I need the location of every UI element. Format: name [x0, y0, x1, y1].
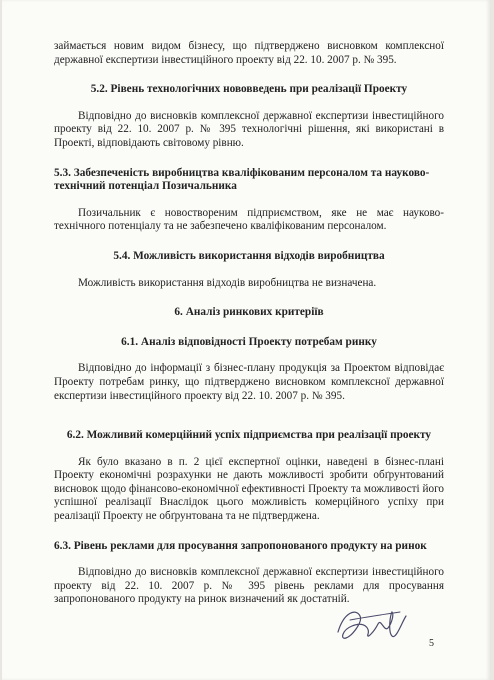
heading-5-4: 5.4. Можливість використання відходів виробництва [113, 249, 385, 262]
heading-5-3: 5.3. Забезпеченість виробництва кваліфікованим персоналом та науково-технічний потенціал Позичальника [54, 166, 430, 193]
paragraph-5-3: Позичальник є новоствореним підприємством, яке не має науково-технічного потенціалу та не забезпечено кваліфікованим персоналом. [54, 206, 444, 233]
paragraph-6-3: Відповідно до висновків комплексної державної експертизи інвестиційного проекту від 22. 10. 2007 р. № 395 рівень реклами для просування запропонованого продукту на ринок визначений як достатній. [54, 566, 444, 606]
heading-6-2: 6.2. Можливий комерційний успіх підприємства при реалізації проекту [66, 429, 432, 442]
paragraph-5-2: Відповідно до висновків комплексної державної експертизи інвестиційного проекту від 22. 10. 2007 р. № 395 технологічні рішення, які використані в Проекті, відповідають світовому рівню. [54, 109, 444, 149]
signature [330, 602, 412, 646]
paragraph-6-1: Відповідно до інформації з бізнес-плану продукція за Проектом відповідає Проекту потребам ринку, що підтверджено висновком комплексної державної експертизи інвестиційного проекту від 22. 10. 2007 р. № 395. [54, 362, 444, 402]
heading-6: 6. Аналіз ринкових критеріїв [174, 306, 324, 319]
heading-6-1: 6.1. Аналіз відповідності Проекту потребам ринку [121, 335, 377, 348]
heading-5-2: 5.2. Рівень технологічних нововведень при реалізації Проекту [90, 83, 408, 96]
paragraph-5-4: Можливість використання відходів виробництва не визначена. [78, 276, 377, 289]
heading-6-3: 6.3. Рівень реклами для просування запропонованого продукту на ринок [54, 539, 427, 552]
continuation-paragraph: займається новим видом бізнесу, що підтверджено висновком комплексної державної експертизи інвестиційного проекту від 22. 10. 2007 р. № 395. [54, 40, 444, 66]
document-page [2, 0, 490, 680]
page-number: 5 [429, 638, 434, 649]
page-content [54, 40, 444, 607]
paragraph-6-2: Як було вказано в п. 2 цієї експертної оцінки, наведені в бізнес-плані Проекту економічні розрахунки не дають можливості зробити обґрунтований висновок щодо фінансово-економічної ефективності Проекту та можливості його успішної реалізації Внаслідок цього можливість комерційного успіху при реалізації Проекту не обґрунтована та не підтверджена. [54, 455, 444, 523]
